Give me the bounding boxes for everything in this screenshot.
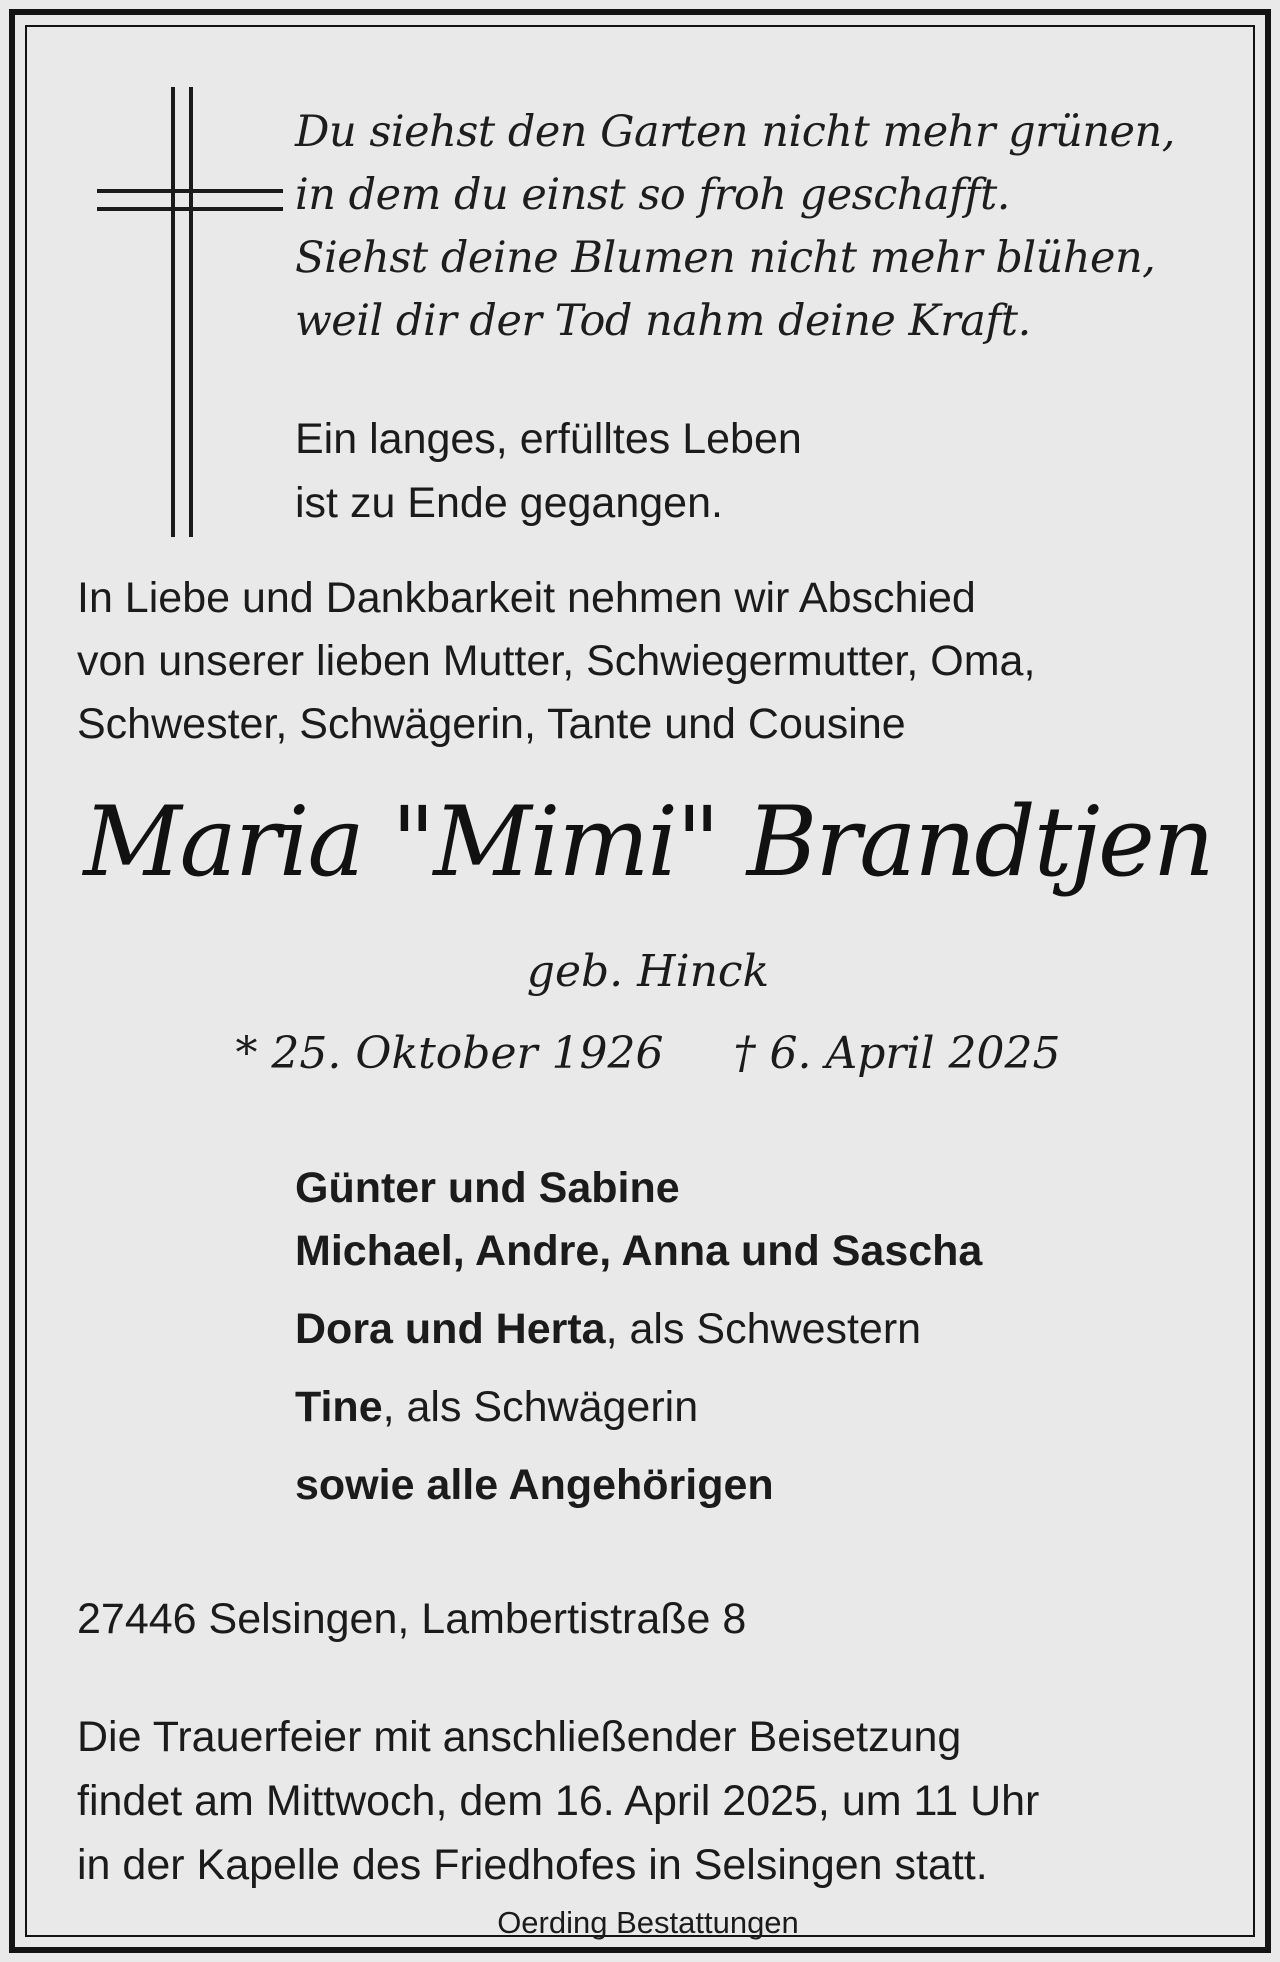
- life-line: Ein langes, erfülltes Leben: [295, 415, 802, 463]
- mourner-relation: , als Schwestern: [605, 1305, 922, 1353]
- service-info: [77, 1705, 1039, 1897]
- obituary-notice: [9, 9, 1271, 1953]
- life-line: ist zu Ende gegangen.: [295, 479, 723, 527]
- intro-line: Schwester, Schwägerin, Tante und Cousine: [77, 700, 906, 748]
- intro-line: In Liebe und Dankbarkeit nehmen wir Abschied: [77, 574, 976, 622]
- mourner-names: Dora und Herta: [295, 1305, 606, 1353]
- undertaker-name: Oerding Bestattungen: [497, 1905, 799, 1940]
- address: 27446 Selsingen, Lambertistraße 8: [77, 1595, 747, 1643]
- poem-line: in dem du einst so froh geschafft.: [295, 170, 1010, 220]
- death-date: † 6. April 2025: [733, 1028, 1061, 1079]
- birth-name: geb. Hinck: [526, 946, 770, 997]
- service-line: findet am Mittwoch, dem 16. April 2025, um 11 Uhr: [77, 1777, 1040, 1825]
- intro-line: von unserer lieben Mutter, Schwiegermutter, Oma,: [77, 637, 1036, 685]
- inner-border: [25, 25, 1255, 1940]
- life-dates: [27, 1027, 1269, 1081]
- life-statement: [295, 407, 802, 535]
- birth-date: * 25. Oktober 1926: [235, 1028, 664, 1079]
- deceased-name: Maria "Mimi" Brandtjen: [83, 786, 1213, 898]
- mourners-list: [295, 1157, 982, 1517]
- christian-cross-icon: [85, 77, 315, 547]
- mourner-row: [295, 1298, 982, 1361]
- mourner-names: Tine: [295, 1383, 383, 1431]
- mourner-names: Michael, Andre, Anna und Sascha: [295, 1227, 983, 1275]
- mourner-row: [295, 1454, 982, 1517]
- mourner-row: [295, 1157, 982, 1220]
- mourner-row: [295, 1220, 982, 1283]
- mourner-row: [295, 1376, 982, 1439]
- mourner-names: sowie alle Angehörigen: [295, 1461, 774, 1509]
- mourner-relation: , als Schwägerin: [382, 1383, 699, 1431]
- service-line: Die Trauerfeier mit anschließender Beisetzung: [77, 1713, 962, 1761]
- poem-line: Du siehst den Garten nicht mehr grünen,: [295, 107, 1175, 157]
- poem-line: weil dir der Tod nahm deine Kraft.: [295, 296, 1031, 346]
- poem-line: Siehst deine Blumen nicht mehr blühen,: [295, 233, 1156, 283]
- poem: [295, 101, 1175, 353]
- farewell-intro: [77, 567, 1035, 756]
- service-line: in der Kapelle des Friedhofes in Selsingen statt.: [77, 1841, 988, 1889]
- mourner-names: Günter und Sabine: [295, 1164, 680, 1212]
